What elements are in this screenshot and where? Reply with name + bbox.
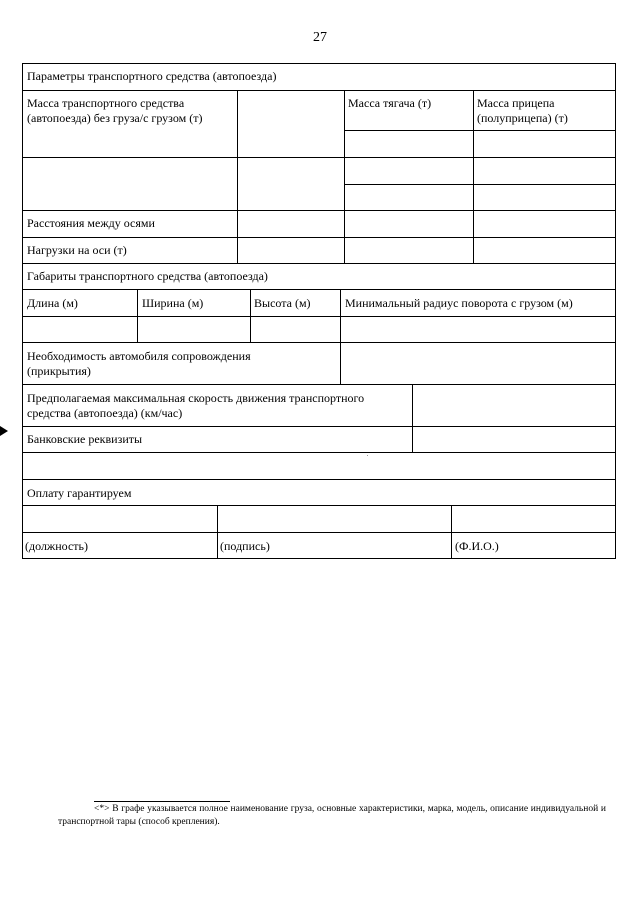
min-radius-label: Минимальный радиус поворота с грузом (м) <box>345 296 573 310</box>
scan-dot <box>367 455 368 456</box>
scan-edge-mark <box>0 426 8 436</box>
row-divider <box>22 289 616 290</box>
speed-label: Предполагаемая максимальная скорость движения транспортного средства (автопоезда) (км/час) <box>27 391 365 420</box>
row-divider <box>22 90 616 91</box>
table-border-right <box>615 63 616 559</box>
tractor-mass-label: Масса тягача (т) <box>348 96 432 110</box>
page-number: 27 <box>313 30 327 45</box>
row-divider-partial <box>344 130 616 131</box>
row-divider <box>22 263 616 264</box>
col-divider <box>217 505 218 559</box>
height-label: Высота (м) <box>254 296 311 310</box>
row-divider <box>22 210 616 211</box>
row-divider-partial <box>344 184 616 185</box>
col-divider <box>412 384 413 453</box>
row-divider <box>22 505 616 506</box>
col-divider <box>344 90 345 264</box>
row-divider-partial <box>344 157 616 158</box>
row-divider <box>22 384 616 385</box>
bank-label: Банковские реквизиты <box>27 432 143 446</box>
col-divider <box>250 289 251 343</box>
col-divider <box>340 289 341 385</box>
row-divider <box>22 452 616 453</box>
col-divider <box>473 90 474 264</box>
axle-load-label: Нагрузки на оси (т) <box>27 243 127 257</box>
col-divider <box>237 90 238 264</box>
row-divider <box>22 237 616 238</box>
axle-distance-label: Расстояния между осями <box>27 216 155 230</box>
row-divider <box>22 426 616 427</box>
table-border-bottom <box>22 558 616 559</box>
footnote-text: <*> В графе указывается полное наименование груза, основные характеристики, марка, модель, описание индивидуальной и транспортной тары (способ крепления). <box>58 804 606 827</box>
col-divider <box>137 289 138 343</box>
payment-label: Оплату гарантируем <box>27 486 132 500</box>
row-divider-partial <box>22 157 344 158</box>
trailer-mass-label: Масса прицепа (полуприцепа) (т) <box>477 96 568 125</box>
name-label: (Ф.И.О.) <box>455 539 499 553</box>
row-divider <box>22 479 616 480</box>
length-label: Длина (м) <box>27 296 78 310</box>
col-divider <box>451 505 452 559</box>
row-divider <box>22 316 616 317</box>
row-divider <box>22 532 616 533</box>
table-border-top <box>22 63 616 64</box>
escort-label: Необходимость автомобиля сопровождения (прикрытия) <box>27 349 251 378</box>
width-label: Ширина (м) <box>142 296 204 310</box>
footnote-rule <box>94 801 230 802</box>
table-border-left <box>22 63 23 559</box>
mass-label: Масса транспортного средства (автопоезда) без груза/с грузом (т) <box>27 96 203 125</box>
dimensions-title: Габариты транспортного средства (автопоезда) <box>27 269 268 283</box>
signature-label: (подпись) <box>220 539 270 553</box>
row-divider <box>22 342 616 343</box>
position-label: (должность) <box>25 539 88 553</box>
params-title: Параметры транспортного средства (автопоезда) <box>27 69 277 83</box>
